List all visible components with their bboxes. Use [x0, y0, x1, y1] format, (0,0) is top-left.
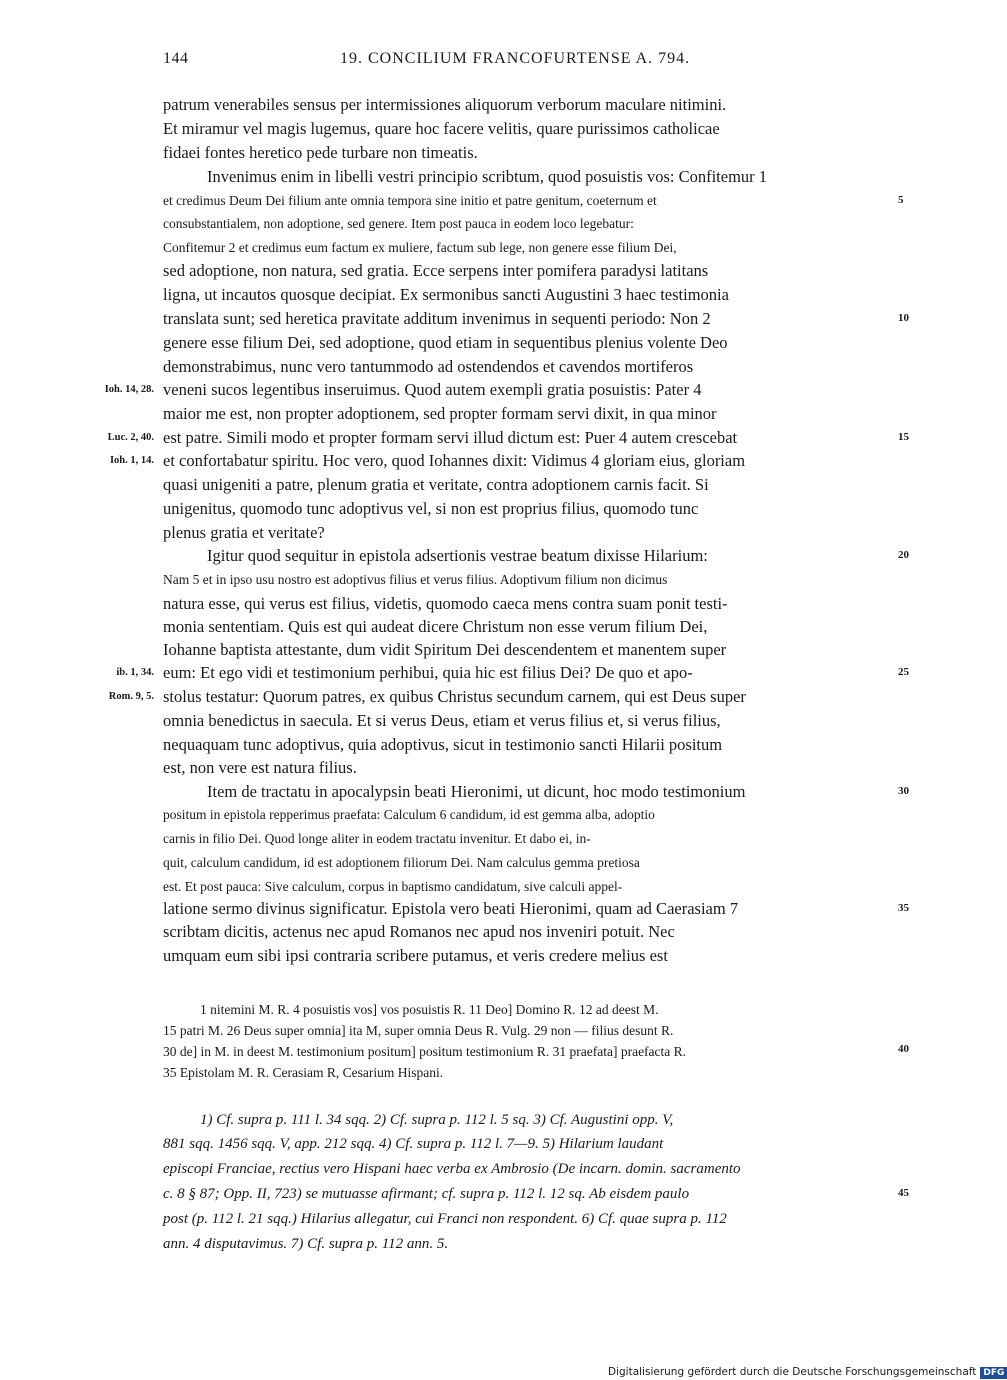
digitization-credit — [608, 1365, 1007, 1379]
text-line: natura esse, qui verus est filius, videtis, quomodo caeca mens contra suam ponit testi- — [163, 594, 728, 613]
text-line: sed adoptione, non natura, sed gratia. Ecce serpens inter pomifera paradysi latitans — [163, 261, 709, 280]
text-line: maior me est, non propter adoptionem, sed propter formam servi dixit, in qua minor — [163, 404, 717, 423]
page-number: 144 — [163, 50, 189, 67]
text-line: consubstantialem, non adoptione, sed genere. Item post pauca in eodem loco legebatur: — [163, 216, 634, 231]
line-number: 10 — [898, 312, 909, 324]
line-number: 40 — [898, 1043, 909, 1055]
footnote-line: 1) Cf. supra p. 111 l. 34 sqq. 2) Cf. supra p. 112 l. 5 sq. 3) Cf. Augustini opp. V, — [200, 1112, 674, 1128]
footnote-line: c. 8 § 87; Opp. II, 723) se mutuasse afirmant; cf. supra p. 112 l. 12 sq. Ab eisdem paulo — [163, 1186, 690, 1202]
text-line: est, non vere est natura filius. — [163, 758, 357, 777]
text-line: latione sermo divinus significatur. Epistola vero beati Hieronimi, quam ad Caerasiam 7 — [163, 899, 739, 918]
text-line: et confortabatur spiritu. Hoc vero, quod Iohannes dixit: Vidimus 4 gloriam eius, gloriam — [163, 451, 746, 470]
text-line: Iohanne baptista attestante, dum vidit Spiritum Dei descendentem et manentem super — [163, 640, 727, 659]
text-line: omnia benedictus in saecula. Et si verus Deus, etiam et verus filius et, si verus filius, — [163, 711, 721, 730]
text-line: umquam eum sibi ipsi contraria scribere putamus, et veris credere melius est — [163, 946, 668, 965]
text-line: nequaquam tunc adoptivus, quia adoptivus, sicut in testimonio sancti Hilarii positum — [163, 735, 723, 754]
text-line: et credimus Deum Dei filium ante omnia tempora sine initio et patre genitum, coeternum et — [163, 193, 657, 208]
line-number: 30 — [898, 785, 909, 797]
text-line: plenus gratia et veritate? — [163, 523, 325, 542]
line-number: 35 — [898, 902, 909, 914]
text-line: positum in epistola repperimus praefata: Calculum 6 candidum, id est gemma alba, adoptio — [163, 807, 655, 822]
margin-reference: Ioh. 14, 28. — [104, 384, 154, 395]
text-line: veneni sucos legentibus inseruimus. Quod autem exempli gratia posuistis: Pater 4 — [163, 380, 702, 399]
text-line: quit, calculum candidum, id est adoptionem filiorum Dei. Nam calculus gemma pretiosa — [163, 855, 640, 870]
text-line: est patre. Simili modo et propter formam servi illud dictum est: Puer 4 autem crescebat — [163, 428, 738, 447]
text-line: unigenitus, quomodo tunc adoptivus vel, si non est proprius filius, quomodo tunc — [163, 499, 699, 518]
credit-text: Digitalisierung gefördert durch die Deutsche Forschungsgemeinschaft — [608, 1366, 977, 1378]
text-line: genere esse filium Dei, sed adoptione, quod etiam in sequentibus plenius volente Deo — [163, 333, 728, 352]
text-line: Item de tractatu in apocalypsin beati Hieronimi, ut dicunt, hoc modo testimonium — [207, 782, 746, 801]
dfg-logo: DFG — [980, 1367, 1007, 1379]
text-line: demonstrabimus, nunc vero tantummodo ad ostendendos et cavendos mortiferos — [163, 357, 694, 376]
text-line: stolus testatur: Quorum patres, ex quibus Christus secundum carnem, qui est Deus super — [163, 687, 746, 706]
text-line: scribtam dicitis, actenus nec apud Romanos nec apud nos inveniri potuit. Nec — [163, 922, 675, 941]
text-line: Et miramur vel magis lugemus, quare hoc facere velitis, quare purissimos catholicae — [163, 119, 720, 138]
line-number: 20 — [898, 549, 909, 561]
text-line: ligna, ut incautos quosque decipiat. Ex sermonibus sancti Augustini 3 haec testimonia — [163, 285, 729, 304]
apparatus-line: 1 nitemini M. R. 4 posuistis vos] vos posuistis R. 11 Deo] Domino R. 12 ad deest M. — [200, 1002, 659, 1017]
margin-reference: Luc. 2, 40. — [107, 432, 154, 443]
running-title: 19. CONCILIUM FRANCOFURTENSE A. 794. — [340, 50, 691, 67]
apparatus-line: 30 de] in M. in deest M. testimonium positum] positum testimonium R. 31 praefata] praefacta R. — [163, 1044, 687, 1059]
footnote-line: episcopi Franciae, rectius vero Hispani haec verba ex Ambrosio (De incarn. domin. sacramento — [163, 1161, 741, 1177]
apparatus-line: 15 patri M. 26 Deus super omnia] ita M, super omnia Deus R. Vulg. 29 non — filius desunt R. — [163, 1023, 674, 1038]
margin-reference: Ioh. 1, 14. — [109, 455, 154, 466]
footnote-line: post (p. 112 l. 21 sqq.) Hilarius allegatur, cui Franci non respondent. 6) Cf. quae supra p. 112 — [163, 1211, 727, 1227]
text-line: eum: Et ego vidi et testimonium perhibui, quia hic est filius Dei? De quo et apo- — [163, 663, 693, 682]
text-line: translata sunt; sed heretica pravitate additum invenimus in sequenti periodo: Non 2 — [163, 309, 711, 328]
text-line: quasi unigeniti a patre, plenum gratia et veritate, contra adoptionem carnis facit. Si — [163, 475, 709, 494]
text-line: fidaei fontes heretico pede turbare non timeatis. — [163, 143, 478, 162]
footnote-line: ann. 4 disputavimus. 7) Cf. supra p. 112 ann. 5. — [163, 1236, 449, 1252]
text-line: carnis in filio Dei. Quod longe aliter in eodem tractatu invenitur. Et dabo ei, in- — [163, 831, 591, 846]
line-number: 25 — [898, 666, 909, 678]
text-line: Confitemur 2 et credimus eum factum ex muliere, factum sub lege, non genere esse filium Dei, — [163, 240, 677, 255]
line-number: 45 — [898, 1187, 909, 1199]
text-line: est. Et post pauca: Sive calculum, corpus in baptismo candidatum, sive calculi appel- — [163, 879, 623, 894]
apparatus-line: 35 Epistolam M. R. Cerasiam R, Cesarium Hispani. — [163, 1065, 444, 1080]
text-line: Igitur quod sequitur in epistola adsertionis vestrae beatum dixisse Hilarium: — [207, 546, 708, 565]
line-number: 15 — [898, 431, 909, 443]
text-line: monia sententiam. Quis est qui audeat dicere Christum non esse verum filium Dei, — [163, 617, 708, 636]
text-line: Nam 5 et in ipso usu nostro est adoptivus filius et verus filius. Adoptivum filium non dicimus — [163, 572, 668, 587]
text-line: patrum venerabiles sensus per intermissiones aliquorum verborum maculare nitimini. — [163, 95, 727, 114]
footnote-line: 881 sqq. 1456 sqq. V, app. 212 sqq. 4) Cf. supra p. 112 l. 7—9. 5) Hilarium laudant — [163, 1136, 664, 1152]
margin-reference: ib. 1, 34. — [116, 667, 154, 678]
line-number: 5 — [898, 194, 904, 206]
text-line: Invenimus enim in libelli vestri principio scribtum, quod posuistis vos: Confitemur 1 — [207, 167, 768, 186]
margin-reference: Rom. 9, 5. — [108, 691, 154, 702]
